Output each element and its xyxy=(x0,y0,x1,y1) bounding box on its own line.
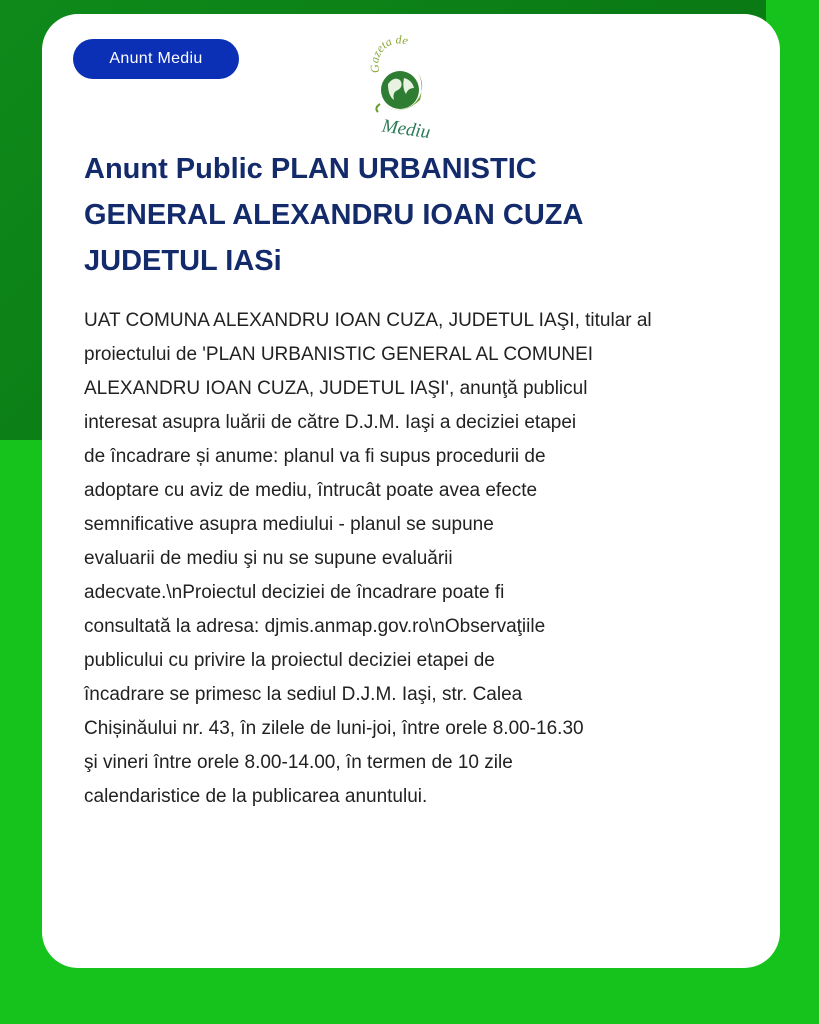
announcement-body xyxy=(84,304,764,814)
body-line: publicului cu privire la proiectul deciziei etapei de xyxy=(84,650,495,671)
body-line: Chișinăului nr. 43, în zilele de luni-joi, între orele 8.00-16.30 xyxy=(84,718,584,739)
logo-bottom-text: Mediu xyxy=(380,115,432,144)
body-line: UAT COMUNA ALEXANDRU IOAN CUZA, JUDETUL IAŞI, titular al xyxy=(84,310,652,331)
body-line: adecvate.\nProiectul deciziei de încadrare poate fi xyxy=(84,582,505,603)
svg-text:Gazeta de xyxy=(367,34,410,74)
body-line: calendaristice de la publicarea anuntului. xyxy=(84,786,428,807)
announcement-card xyxy=(42,14,780,968)
body-line: încadrare se primesc la sediul D.J.M. Iaşi, str. Calea xyxy=(84,684,523,705)
announcement-title xyxy=(84,146,724,284)
body-line: de încadrare și anume: planul va fi supus procedurii de xyxy=(84,446,546,467)
title-line: Anunt Public PLAN URBANISTIC xyxy=(84,153,537,185)
body-line: ALEXANDRU IOAN CUZA, JUDETUL IAŞI', anunţă publicul xyxy=(84,378,588,399)
body-line: semnificative asupra mediului - planul se supune xyxy=(84,514,494,535)
gazeta-de-mediu-logo xyxy=(360,34,440,146)
body-line: adoptare cu aviz de mediu, întrucât poate avea efecte xyxy=(84,480,538,501)
title-line: JUDETUL IASi xyxy=(84,245,282,277)
body-line: consultată la adresa: djmis.anmap.gov.ro\nObservaţiile xyxy=(84,616,546,637)
category-badge[interactable]: Anunt Mediu xyxy=(73,39,239,79)
logo-top-text: Gazeta de xyxy=(367,34,410,75)
body-line: proiectului de 'PLAN URBANISTIC GENERAL AL COMUNEI xyxy=(84,344,594,365)
body-line: interesat asupra luării de către D.J.M. Iaşi a deciziei etapei xyxy=(84,412,577,433)
body-line: evaluarii de mediu şi nu se supune evaluării xyxy=(84,548,453,569)
body-line: şi vineri între orele 8.00-14.00, în termen de 10 zile xyxy=(84,752,513,773)
title-line: GENERAL ALEXANDRU IOAN CUZA xyxy=(84,199,584,231)
